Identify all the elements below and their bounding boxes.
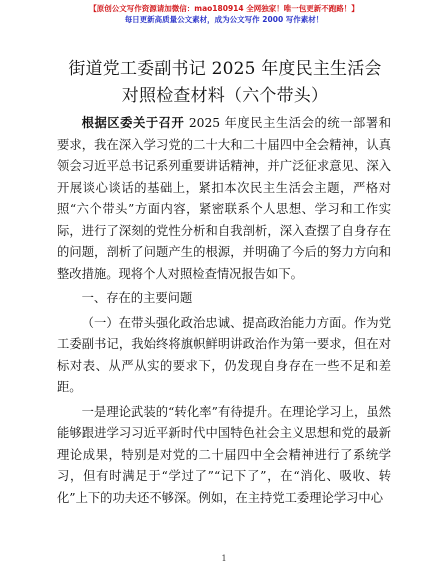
intro-text: 2025 年度民主生活会的统一部署和要求，我在深入学习党的二十大和二十届四中全会精神，认真领会习近平总书记系列重要讲话精神，并广泛征求意见、深入开展谈心谈话的基础上，紧扣本次民主生活会主题，严格对照“六个带头”方面内容，紧密联系个人思想、学习和工作实际，进行了深刻的党性分析和自我剖析，深入查摆了自身存在的问题，剖析了问题产生的根源，并明确了今后的努力方向和整改措施。现将个人对照检查情况报告如下。 — [57, 116, 391, 281]
promo-banner — [0, 3, 448, 25]
point-paragraph: 一是理论武装的“转化率”有待提升。在理论学习上，虽然能够跟进学习习近平新时代中国特色社会主义思想和党的最新理论成果，特别是对党的二十届四中全会精神进行了系统学习，但有时满足于“学过了”“记下了”，在“消化、吸收、转化”上下的功夫还不够深。例如，在主持党工委理论学习中心 — [57, 404, 391, 505]
intro-paragraph — [57, 112, 391, 285]
document-body — [57, 112, 391, 509]
banner-line-1: 【原创公文写作资源请加微信：mao180914 全网独家！唯一包更新不跑路！】 — [89, 4, 359, 13]
intro-lead: 根据区委关于召开 — [81, 115, 185, 130]
document-title: 街道党工委副书记 2025 年度民主生活会对照检查材料（六个带头） — [68, 59, 382, 106]
banner-line-2: 每日更新高质量公文素材，成为公文写作 2000 写作素材！ — [124, 15, 324, 24]
subsection-paragraph: （一）在带头强化政治忠诚、提高政治能力方面。作为党工委副书记，我始终将旗帜鲜明讲政治作为第一要求，但在对标对表、从严从实的要求下，仍发现自身存在一些不足和差距。 — [57, 315, 391, 394]
section-heading: 一、存在的主要问题 — [81, 291, 193, 305]
page-number: 1 — [221, 554, 227, 563]
